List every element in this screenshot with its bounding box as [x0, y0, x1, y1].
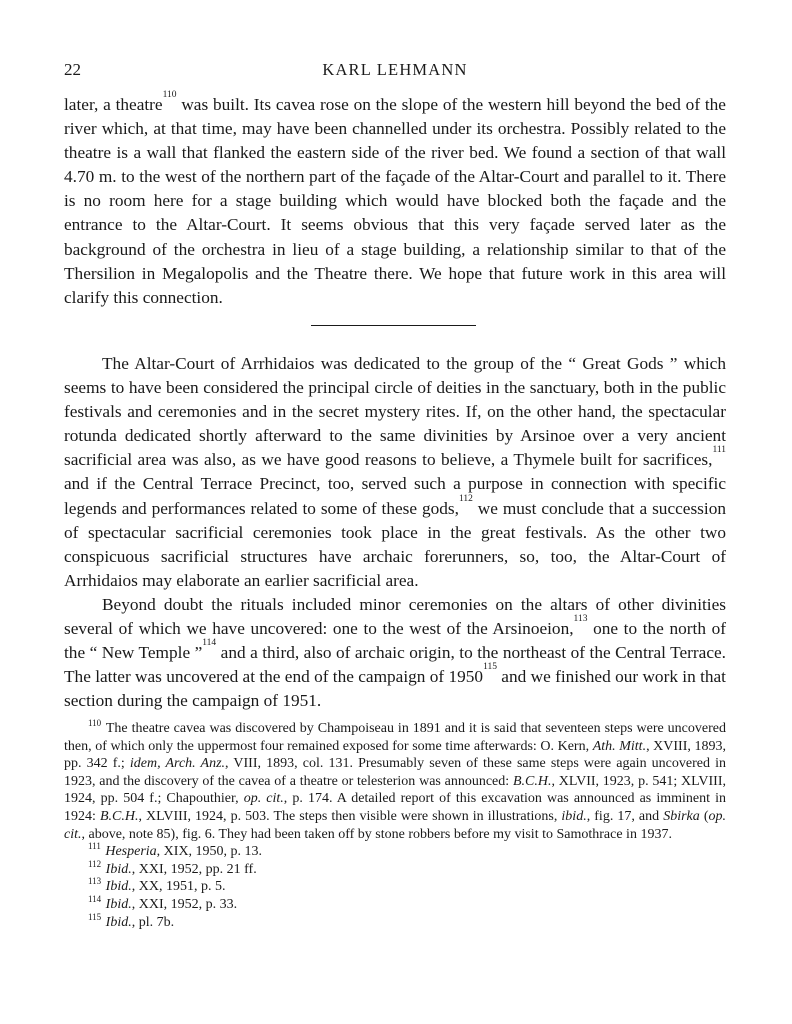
text-run: (: [699, 808, 709, 824]
text-run: we must conclude that a succession of spectacular sacrificial ceremonies took place in the great festivals. As the other two conspicuous sacrificial structures have archaic forerunners, so, too, the Altar-Court of Arrhidaios may elaborate an earlier sacrificial area.: [64, 498, 726, 590]
text-run: , XIX, 1950, p. 13.: [156, 844, 263, 860]
text-run: , XXI, 1952, p. 33.: [131, 896, 238, 912]
text-run: and we finished our work in that section during the campaign of 1951.: [64, 667, 726, 711]
text-run: , XXI, 1952, pp. 21 ff.: [131, 861, 257, 877]
citation-italic: idem, Arch. Anz.: [129, 756, 226, 772]
footnote-number: 114: [88, 893, 102, 904]
citation-italic: op. cit.: [243, 791, 284, 807]
section-altar-court: [64, 352, 726, 713]
citation-italic: ibid.: [561, 808, 587, 824]
citation-italic: Ibid.: [105, 879, 132, 895]
text-run: , XLVII, 1923, p. 541; XLVIII, 1924, pp. 504 f.; Chapouthier,: [64, 773, 726, 807]
footnote-113: [64, 878, 726, 896]
footnote-111: [64, 843, 726, 861]
citation-italic: Ibid.: [105, 896, 132, 912]
section-theatre: [64, 90, 726, 310]
footnote-number: 112: [88, 858, 102, 869]
citation-italic: op. cit.: [64, 808, 727, 842]
page-number: 22: [64, 60, 81, 79]
text-run: , XX, 1951, p. 5.: [131, 879, 226, 895]
citation-italic: Ibid.: [105, 914, 132, 930]
paragraph-altar-court: [64, 352, 726, 593]
section-divider: [311, 325, 476, 326]
footnote-115: [64, 911, 726, 932]
footnote-ref-110: 110: [162, 90, 177, 100]
footnote-number: 115: [88, 911, 102, 922]
text-run: , pl. 7b.: [131, 914, 175, 930]
text-run: , XVIII, 1893, pp. 342 f.;: [64, 738, 726, 772]
footnote-ref-111: 111: [712, 445, 726, 456]
paragraph-rituals: [64, 593, 726, 713]
text-run: The Altar-Court of Arrhidaios was dedicated to the group of the “ Great Gods ” which seems to have been considered the principal circle of deities in the sanctuary, both in the public festivals and ceremonies and in the secret mystery rites. If, on the other hand, the spectacular rotunda dedicated shortly afterward to the same divinities by Arsinoe over a very ancient sacrificial area was also, as we have good reasons to believe, a Thymele built for sacrifices,: [64, 354, 726, 470]
citation-italic: B.C.H.: [512, 773, 552, 789]
running-head: KARL LEHMANN: [322, 60, 468, 79]
footnote-number: 111: [88, 841, 101, 852]
footnote-ref-115: 115: [483, 662, 497, 673]
footnotes: [64, 720, 726, 931]
citation-italic: B.C.H.: [99, 808, 139, 824]
text-run: was built. Its cavea rose on the slope of the western hill beyond the bed of the river which, at that time, may have been channelled under its orchestra. Possibly related to the theatre is a wall that flanked the eastern side of the river bed. We found a section of that wall 4.70 m. to the west of the northern part of the façade of the Altar-Court and parallel to it. There is no room here for a stage building which would have blocked both the façade and the entrance to the Altar-Court. It seems obvious that this very façade served later as the background of the orchestra in lieu of a stage building, a relationship similar to that of the Thersilion in Megalopolis and the Theatre there. We hope that future work in this area will clarify this connection.: [64, 95, 726, 307]
text-run: one to the north of the “ New Temple ”: [64, 619, 726, 663]
text-run: , VIII, 1893, col. 131. Presumably seven of these same steps were again uncovered in 1923, and the discovery of the cavea of a theatre or telesterion was announced:: [64, 756, 726, 789]
citation-italic: Ibid.: [105, 861, 132, 877]
footnote-number: 113: [88, 876, 102, 887]
text-run: Beyond doubt the rituals included minor ceremonies on the altars of other divinities several of which we have uncovered: one to the west of the Arsinoeion,: [64, 594, 726, 639]
citation-italic: Hesperia: [105, 844, 157, 860]
text-run: , p. 174. A detailed report of this excavation was announced as imminent in 1924:: [64, 791, 726, 824]
paragraph-theatre: [64, 90, 726, 310]
text-run: , XLVIII, 1924, p. 503. The steps then visible were shown in illustrations,: [138, 808, 562, 824]
text-run: , fig. 17, and: [586, 808, 664, 824]
footnote-114: [64, 893, 726, 914]
text-run: The theatre cavea was discovered by Champoiseau in 1891 and it is said that seventeen steps were uncovered then, of which only the uppermost four remained exposed for some time afterwards: O. Kern,: [64, 721, 726, 754]
footnote-112: [64, 858, 726, 879]
footnote-ref-113: 113: [573, 614, 588, 625]
text-run: later, a theatre: [64, 95, 163, 114]
text-run: , above, note 85), fig. 6. They had been taken off by stone robbers before my visit to Samothrace in 1937.: [81, 826, 672, 842]
footnote-ref-112: 112: [458, 493, 473, 504]
text-run: and a third, also of archaic origin, to the northeast of the Central Terrace. The latter was uncovered at the end of the campaign of 1950: [64, 643, 727, 687]
citation-italic: Sbirka: [663, 808, 700, 824]
citation-italic: Ath. Mitt.: [592, 738, 647, 754]
footnote-ref-114: 114: [202, 638, 217, 649]
footnote-110: [64, 720, 726, 843]
footnote-number: 110: [88, 718, 102, 728]
page-header: [64, 60, 726, 82]
text-run: and if the Central Terrace Precinct, too, served such a purpose in connection with specific legends and performances related to some of these gods,: [64, 474, 726, 518]
